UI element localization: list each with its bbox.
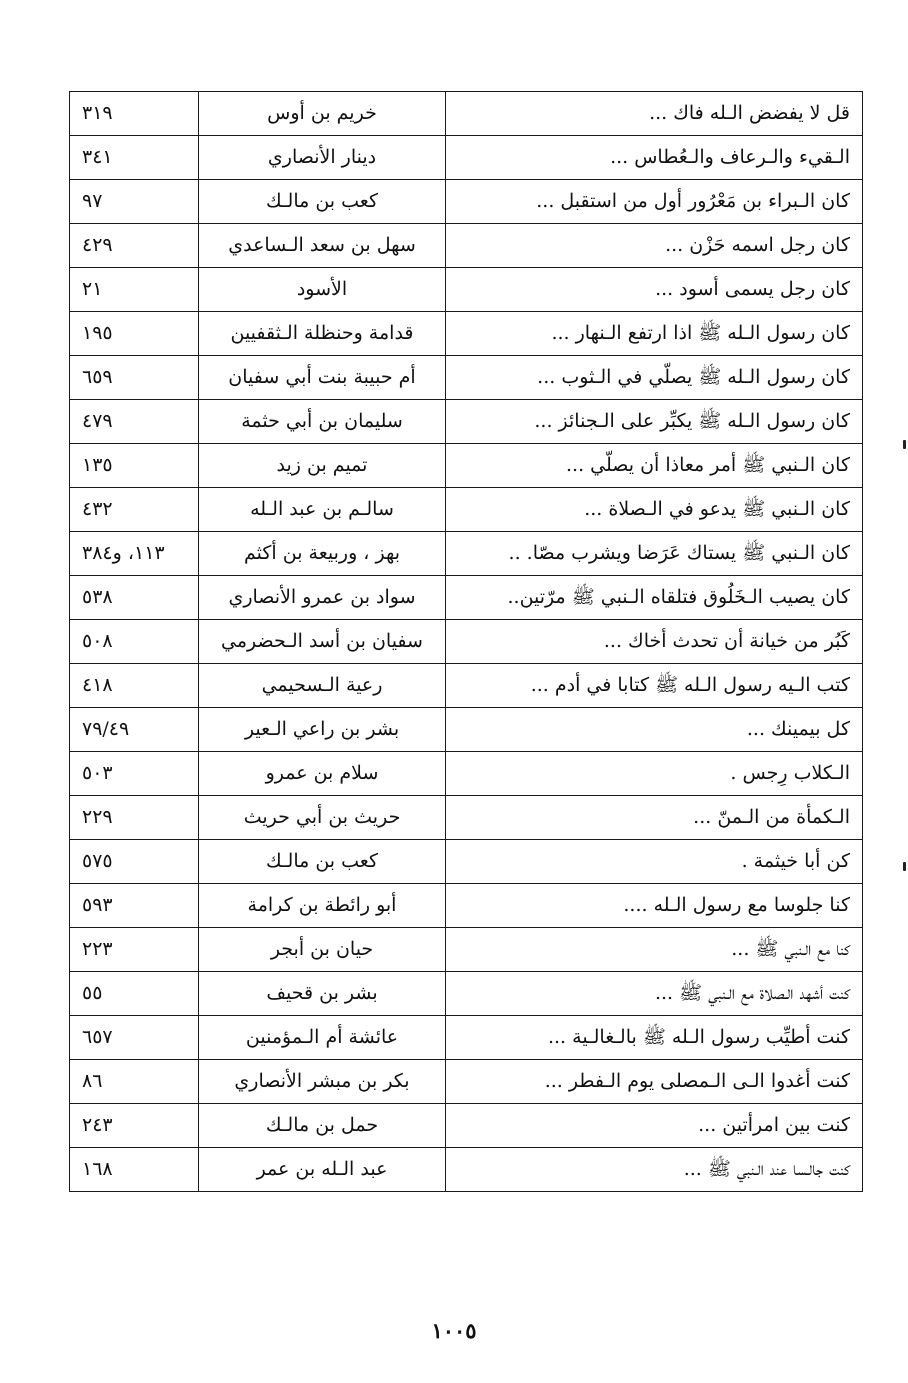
hadith-text-cell: الـكلاب رِجس .: [446, 752, 863, 796]
page-reference-cell: ٢٤٣: [70, 1104, 199, 1148]
page-reference-cell: ٤١٨: [70, 664, 199, 708]
narrator-cell: كعب بن مالـك: [199, 840, 446, 884]
table-row: [70, 180, 863, 224]
table-row: [70, 972, 863, 1016]
table-row: [70, 620, 863, 664]
narrator-cell: بشر بن قحيف: [199, 972, 446, 1016]
table-row: [70, 92, 863, 136]
table-row: [70, 444, 863, 488]
page-reference-cell: ٤٣٢: [70, 488, 199, 532]
hadith-index-table: [69, 91, 863, 1192]
edge-mark: [903, 862, 906, 871]
page-reference-cell: ٥٧٥: [70, 840, 199, 884]
narrator-cell: حمل بن مالـك: [199, 1104, 446, 1148]
hadith-text-cell: كنت أشهد الـصلاة مع الـنبي ﷺ ...: [446, 972, 863, 1016]
page-reference-cell: ٩٧: [70, 180, 199, 224]
narrator-cell: قدامة وحنظلة الـثقفيين: [199, 312, 446, 356]
table-row: [70, 576, 863, 620]
table-row: [70, 796, 863, 840]
hadith-text-cell: الـكمأة من الـمنّ ...: [446, 796, 863, 840]
table-row: [70, 884, 863, 928]
page-reference-cell: ١٩٥: [70, 312, 199, 356]
page-reference-cell: ٢٢٩: [70, 796, 199, 840]
page-reference-cell: ١٦٨: [70, 1148, 199, 1192]
hadith-text-cell: كان الـنبي ﷺ أمر معاذا أن يصلّي ...: [446, 444, 863, 488]
page-reference-cell: ٥٠٨: [70, 620, 199, 664]
narrator-cell: سواد بن عمرو الأنصاري: [199, 576, 446, 620]
hadith-text-cell: كَبُر من خيانة أن تحدث أخاك ...: [446, 620, 863, 664]
page-reference-cell: ٤٧٩: [70, 400, 199, 444]
narrator-cell: أبو رائطة بن كرامة: [199, 884, 446, 928]
table-row: [70, 840, 863, 884]
table-row: [70, 1148, 863, 1192]
page-reference-cell: ٦٥٩: [70, 356, 199, 400]
page-reference-cell: ١١٣، و٣٨٤: [70, 532, 199, 576]
table-row: [70, 224, 863, 268]
hadith-text-cell: كل بيمينك ...: [446, 708, 863, 752]
hadith-text-cell: كنت أغدوا الـى الـمصلى يوم الـفطر ...: [446, 1060, 863, 1104]
hadith-text-cell: كان الـنبي ﷺ يستاك عَرَضا ويشرب مصّا. ..: [446, 532, 863, 576]
hadith-text-cell: كان رسول الـله ﷺ يكبِّر على الـجنائز ...: [446, 400, 863, 444]
page-reference-cell: ٢١: [70, 268, 199, 312]
page-reference-cell: ٣٤١: [70, 136, 199, 180]
table-row: [70, 268, 863, 312]
page-reference-cell: ٥٣٨: [70, 576, 199, 620]
table-row: [70, 400, 863, 444]
hadith-text-cell: كتب الـيه رسول الـله ﷺ كتابا في أدم ...: [446, 664, 863, 708]
page-reference-cell: ٢٢٣: [70, 928, 199, 972]
narrator-cell: حيان بن أبجر: [199, 928, 446, 972]
edge-mark: [903, 440, 906, 449]
narrator-cell: عبد الـله بن عمر: [199, 1148, 446, 1192]
narrator-cell: الأسود: [199, 268, 446, 312]
hadith-text-cell: قل لا يفضض الـله فاك ...: [446, 92, 863, 136]
table-row: [70, 1060, 863, 1104]
narrator-cell: عائشة أم الـمؤمنين: [199, 1016, 446, 1060]
table-row: [70, 312, 863, 356]
page-reference-cell: ٨٦: [70, 1060, 199, 1104]
hadith-text-cell: كنت أطيِّب رسول الـله ﷺ بالـغالـية ...: [446, 1016, 863, 1060]
hadith-text-cell: كان رجل يسمى أسود ...: [446, 268, 863, 312]
table-row: [70, 928, 863, 972]
narrator-cell: سفيان بن أسد الـحضرمي: [199, 620, 446, 664]
hadith-text-cell: كن أبا خيثمة .: [446, 840, 863, 884]
table-row: [70, 752, 863, 796]
narrator-cell: سالـم بن عبد الـله: [199, 488, 446, 532]
hadith-text-cell: كنا مع الـنبي ﷺ ...: [446, 928, 863, 972]
narrator-cell: سليمان بن أبي حثمة: [199, 400, 446, 444]
table-body: [70, 92, 863, 1192]
page-reference-cell: ٦٥٧: [70, 1016, 199, 1060]
table-row: [70, 488, 863, 532]
narrator-cell: بشر بن راعي الـعير: [199, 708, 446, 752]
narrator-cell: رعية الـسحيمي: [199, 664, 446, 708]
page-number: ١٠٠٥: [431, 1318, 477, 1343]
table-row: [70, 532, 863, 576]
narrator-cell: دينار الأنصاري: [199, 136, 446, 180]
table-row: [70, 136, 863, 180]
narrator-cell: خريم بن أوس: [199, 92, 446, 136]
hadith-text-cell: كنت بين امرأتين ...: [446, 1104, 863, 1148]
narrator-cell: كعب بن مالـك: [199, 180, 446, 224]
narrator-cell: سهل بن سعد الـساعدي: [199, 224, 446, 268]
hadith-text-cell: الـقيء والـرعاف والـعُطاس ...: [446, 136, 863, 180]
hadith-text-cell: كنت جالـسا عند الـنبي ﷺ ...: [446, 1148, 863, 1192]
narrator-cell: تميم بن زيد: [199, 444, 446, 488]
page-reference-cell: ١٣٥: [70, 444, 199, 488]
table-row: [70, 664, 863, 708]
table-row: [70, 708, 863, 752]
hadith-text-cell: كان الـبراء بن مَعْرُور أول من استقبل ...: [446, 180, 863, 224]
page-reference-cell: ٥٩٣: [70, 884, 199, 928]
table-row: [70, 1104, 863, 1148]
hadith-text-cell: كان رجل اسمه حَزْن ...: [446, 224, 863, 268]
page-reference-cell: ٥٠٣: [70, 752, 199, 796]
narrator-cell: أم حبيبة بنت أبي سفيان: [199, 356, 446, 400]
hadith-text-cell: كنا جلوسا مع رسول الـله ....: [446, 884, 863, 928]
table-row: [70, 356, 863, 400]
narrator-cell: حريث بن أبي حريث: [199, 796, 446, 840]
hadith-text-cell: كان يصيب الـخَلُوق فتلقاه الـنبي ﷺ مرّتين..: [446, 576, 863, 620]
page-reference-cell: ٤٢٩: [70, 224, 199, 268]
table-row: [70, 1016, 863, 1060]
page-reference-cell: ٧٩/٤٩: [70, 708, 199, 752]
narrator-cell: سلام بن عمرو: [199, 752, 446, 796]
narrator-cell: بهز ، وربيعة بن أكثم: [199, 532, 446, 576]
hadith-text-cell: كان رسول الـله ﷺ اذا ارتفع الـنهار ...: [446, 312, 863, 356]
narrator-cell: بكر بن مبشر الأنصاري: [199, 1060, 446, 1104]
hadith-text-cell: كان الـنبي ﷺ يدعو في الـصلاة ...: [446, 488, 863, 532]
page-reference-cell: ٥٥: [70, 972, 199, 1016]
page-reference-cell: ٣١٩: [70, 92, 199, 136]
hadith-text-cell: كان رسول الـله ﷺ يصلّي في الـثوب ...: [446, 356, 863, 400]
